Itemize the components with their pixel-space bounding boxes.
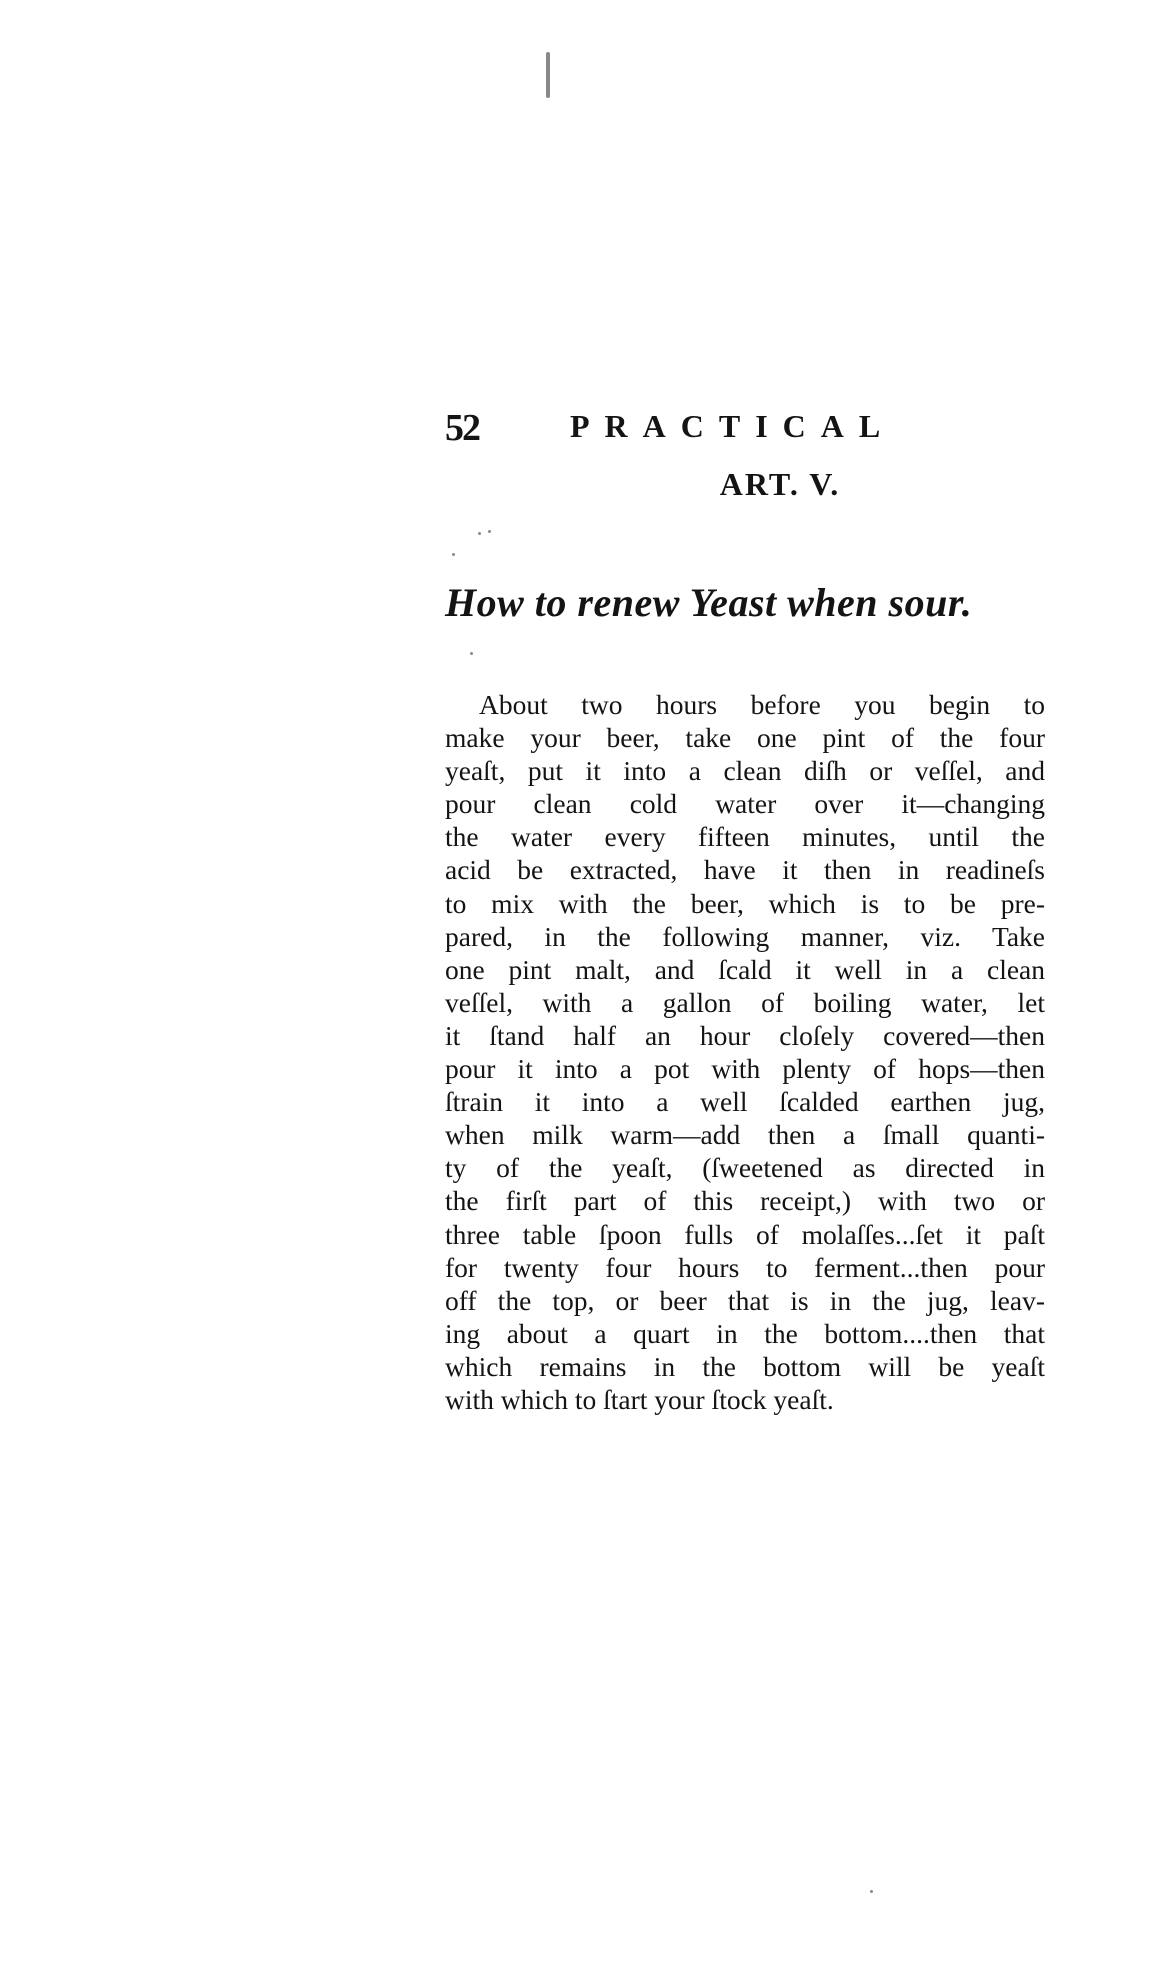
scan-artifact-mark — [546, 52, 550, 98]
text-line: acid be extracted, have it then in readineſs — [445, 854, 1045, 886]
text-line: ſtrain it into a well ſcalded earthen jug, — [445, 1086, 1045, 1118]
text-line: off the top, or beer that is in the jug, leav- — [445, 1284, 1045, 1316]
text-line: About two hours before you begin to — [479, 689, 1045, 720]
text-line: for twenty four hours to ferment...then pour — [445, 1251, 1045, 1283]
text-line: pour clean cold water over it—changing — [445, 788, 1045, 820]
text-line: veſſel, with a gallon of boiling water, let — [445, 986, 1045, 1018]
body-paragraph — [445, 688, 1045, 1416]
section-heading: How to renew Yeast when sour. — [445, 580, 973, 625]
text-line: one pint malt, and ſcald it well in a clean — [445, 953, 1045, 985]
text-line: ty of the yeaſt, (ſweetened as directed in — [445, 1152, 1045, 1184]
text-line: the firſt part of this receipt,) with two or — [445, 1185, 1045, 1217]
text-line: ing about a quart in the bottom....then that — [445, 1317, 1045, 1349]
text-line: the water every fifteen minutes, until the — [445, 821, 1045, 853]
text-line: pour it into a pot with plenty of hops—then — [445, 1053, 1045, 1085]
page-number: 52 — [445, 407, 479, 449]
text-line: make your beer, take one pint of the four — [445, 722, 1045, 754]
running-title: PRACTICAL — [570, 408, 896, 444]
text-line: which remains in the bottom will be yeaſt — [445, 1350, 1045, 1382]
text-line: yeaſt, put it into a clean diſh or veſſel, and — [445, 755, 1045, 787]
text-line: pared, in the following manner, viz. Take — [445, 920, 1045, 952]
article-label: ART. V. — [719, 466, 841, 502]
text-line: when milk warm—add then a ſmall quanti- — [445, 1119, 1045, 1151]
running-head — [445, 400, 1045, 460]
text-line: with which to ſtart your ſtock yeaſt. — [445, 1383, 834, 1415]
text-line: three table ſpoon fulls of molaſſes...ſet it paſt — [445, 1218, 1045, 1250]
book-page — [445, 400, 1045, 1416]
scan-speck — [870, 1890, 873, 1893]
text-line: it ſtand half an hour cloſely covered—then — [445, 1019, 1045, 1051]
text-line: to mix with the beer, which is to be pre- — [445, 887, 1045, 919]
